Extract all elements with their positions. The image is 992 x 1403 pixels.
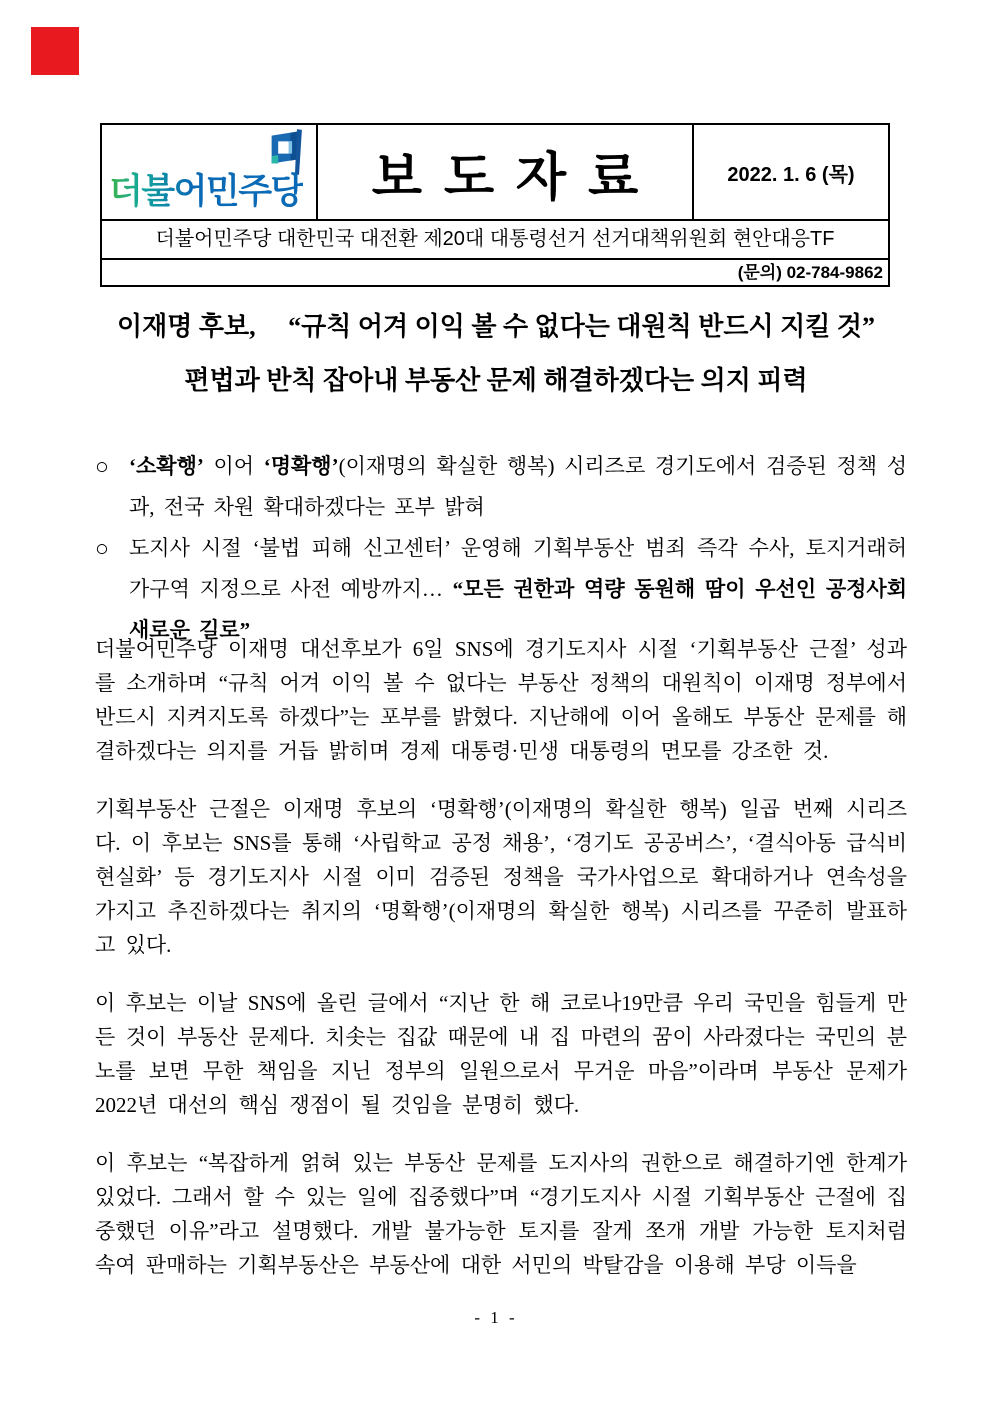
summary-bullet-1-text: ‘소확행’ 이어 ‘명확행’(이재명의 확실한 행복) 시리즈로 경기도에서 검증된 정책 성과, 전국 차원 확대하겠다는 포부 밝혀 <box>129 454 907 519</box>
paragraph-2: 기획부동산 근절은 이재명 후보의 ‘명확행’(이재명의 확실한 행복) 일곱 번째 시리즈다. 이 후보는 SNS를 통해 ‘사립학교 공정 채용’, ‘경기도 공공버스’, ‘결식아동 급식비 현실화’ 등 경기도지사 시절 이미 검증된 정책을 국가사업으로 확대하거나 연속성을 가지고 추진하겠다는 취지의 ‘명확행’(이재명의 확실한 행복) 시리즈를 꾸준히 발표하고 있다. <box>95 797 907 957</box>
header-top-row <box>102 125 888 219</box>
summary-bullet-1 <box>95 446 907 528</box>
headline-line-2: 편법과 반칙 잡아내 부동산 문제 해결하겠다는 의지 피력 <box>184 366 808 395</box>
header-box <box>100 123 890 287</box>
headline-line-1: 이재명 후보, “규칙 어겨 이익 볼 수 없다는 대원칙 반드시 지킬 것” <box>117 312 875 341</box>
paragraph-1: 더불어민주당 이재명 대선후보가 6일 SNS에 경기도지사 시절 ‘기획부동산 근절’ 성과를 소개하며 “규칙 어겨 이익 볼 수 없다는 부동산 정책의 대원칙이 이재명 정부에서 반드시 지켜지도록 하겠다”는 포부를 밝혔다. 지난해에 이어 올해도 부동산 문제를 해결하겠다는 의지를 거듭 밝히며 경제 대통령·민생 대통령의 면모를 강조한 것. <box>95 637 907 763</box>
headline-block <box>91 300 901 408</box>
org-line <box>102 219 888 258</box>
summary-bullets <box>95 446 907 651</box>
article-body <box>95 632 907 1306</box>
paragraph-4: 이 후보는 “복잡하게 얽혀 있는 부동산 문제를 도지사의 권한으로 해결하기엔 한계가 있었다. 그래서 할 수 있는 일에 집중했다”며 “경기도지사 시절 기획부동산 근절에 집중했던 이유”라고 설명했다. 개발 불가능한 토지를 잘게 쪼개 개발 가능한 토지처럼 속여 판매하는 기획부동산은 부동산에 대한 서민의 박탈감을 이용해 부당 이득을 <box>95 1151 907 1277</box>
contact-text: (문의) 02-784-9862 <box>737 263 883 282</box>
party-logo-cell <box>102 125 318 219</box>
date-cell <box>694 125 888 219</box>
org-line-text: 더불어민주당 대한민국 대전환 제20대 대통령선거 선거대책위원회 현안대응TF <box>155 228 835 250</box>
page-number: - 1 - <box>474 1308 518 1327</box>
circle-bullet-icon: ○ <box>95 536 109 561</box>
red-stamp-square <box>31 27 79 75</box>
contact-line <box>102 258 888 285</box>
circle-bullet-icon: ○ <box>95 454 109 479</box>
doc-type-title: 보도자료 <box>371 148 661 207</box>
party-logo-text: 더불어민주당 <box>109 164 303 214</box>
doc-date: 2022. 1. 6 (목) <box>727 163 855 186</box>
doc-type-cell <box>318 125 694 219</box>
summary-bullet-2-text: 도지사 시절 ‘불법 피해 신고센터’ 운영해 기획부동산 범죄 즉각 수사, 토지거래허가구역 지정으로 사전 예방까지… “모든 권한과 역량 동원해 땀이 우선인 공정사회 새로운 길로” <box>129 536 908 642</box>
paragraph-3: 이 후보는 이날 SNS에 올린 글에서 “지난 한 해 코로나19만큼 우리 국민을 힘들게 만든 것이 부동산 문제다. 치솟는 집값 때문에 내 집 마련의 꿈이 사라졌다는 국민의 분노를 보면 무한 책임을 지닌 정부의 일원으로서 무거운 마음”이라며 부동산 문제가 2022년 대선의 핵심 쟁점이 될 것임을 분명히 했다. <box>95 991 907 1117</box>
